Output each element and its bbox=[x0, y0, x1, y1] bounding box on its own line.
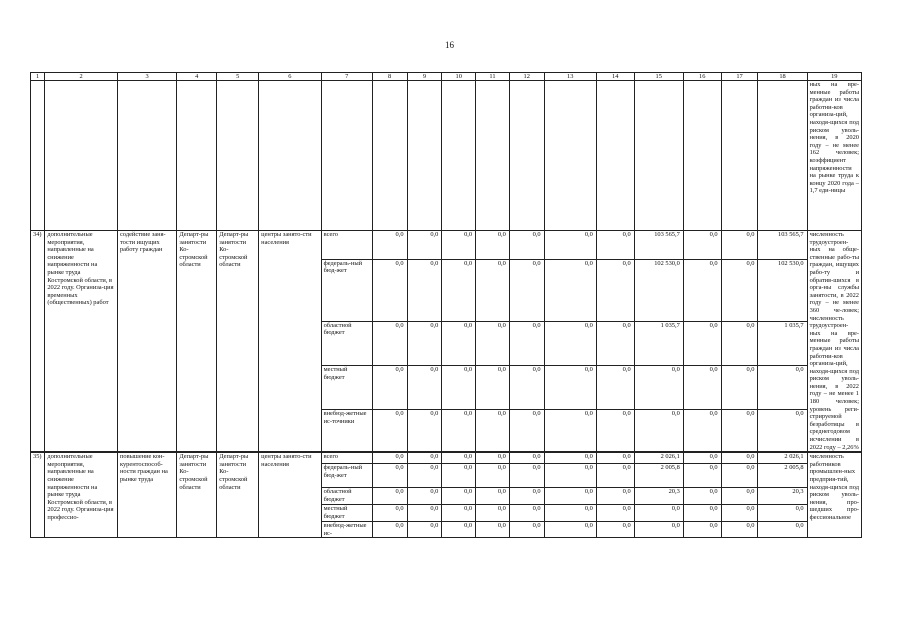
funding-source: федераль-ный бюд-жет bbox=[321, 259, 372, 321]
amount-cell: 0,0 bbox=[509, 321, 544, 365]
amount-cell: 0,0 bbox=[721, 453, 758, 464]
funding-source: местный бюджет bbox=[321, 505, 372, 522]
expected-result: численность работников промышлен-ных предприя-тий, находя-щихся под риском уволь-нения, про-шедших про-фессиональное bbox=[807, 453, 861, 538]
amount-cell: 0,0 bbox=[407, 366, 442, 410]
amount-cell: 0,0 bbox=[721, 505, 758, 522]
amount-cell: 0,0 bbox=[683, 410, 721, 452]
amount-cell: 0,0 bbox=[372, 453, 407, 464]
amount-cell: 0,0 bbox=[509, 522, 544, 538]
amount-cell: 0,0 bbox=[442, 464, 476, 488]
amount-cell: 0,0 bbox=[476, 366, 510, 410]
amount-cell: 0,0 bbox=[509, 488, 544, 505]
amount-cell: 102 530,0 bbox=[634, 259, 683, 321]
amount-cell: 0,0 bbox=[758, 366, 807, 410]
responsible-executor: Департ-ры занятости Ко-стромской области bbox=[177, 453, 217, 538]
header-cell: 16 bbox=[683, 73, 721, 81]
expected-result: численность трудоустроен-ных на обще-ственные рабо-ты граждан, ищущих рабо-ту и обратив-шихся в орга-ны службы занятости, в 2022 году – не менее 360 че-ловек; численность трудоустроен-ных на вре-менные работы граждан из числа работни-ков организа-ций, находя-щихся под риском уволь-нения, в 2022 году – не менее 1 180 человек; уровень реги-стрируемой безработицы в среднегодовом исчислении в 2022 году – 2,26% bbox=[807, 231, 861, 452]
amount-cell: 0,0 bbox=[509, 231, 544, 260]
amount-cell: 0,0 bbox=[476, 505, 510, 522]
amount-cell: 0,0 bbox=[442, 505, 476, 522]
funding-source: федераль-ный бюд-жет bbox=[321, 464, 372, 488]
event-goal: повышение кон-курентоспособ-ности граждан на рынке труда bbox=[117, 453, 176, 538]
amount-cell: 0,0 bbox=[683, 488, 721, 505]
participants: центры занято-сти населения bbox=[259, 453, 321, 538]
amount-cell: 2 005,8 bbox=[634, 464, 683, 488]
amount-cell: 0,0 bbox=[476, 231, 510, 260]
amount-cell: 0,0 bbox=[544, 410, 596, 452]
amount-cell: 0,0 bbox=[476, 259, 510, 321]
row-number: 35) bbox=[31, 453, 45, 538]
amount-cell: 0,0 bbox=[721, 231, 758, 260]
header-cell: 19 bbox=[807, 73, 861, 81]
header-cell: 15 bbox=[634, 73, 683, 81]
amount-cell: 0,0 bbox=[476, 321, 510, 365]
amount-cell: 0,0 bbox=[596, 522, 634, 538]
amount-cell: 0,0 bbox=[544, 453, 596, 464]
amount-cell: 0,0 bbox=[407, 488, 442, 505]
funding-source: всего bbox=[321, 231, 372, 260]
amount-cell: 0,0 bbox=[683, 321, 721, 365]
amount-cell: 0,0 bbox=[509, 464, 544, 488]
amount-cell: 0,0 bbox=[683, 259, 721, 321]
amount-cell: 0,0 bbox=[509, 453, 544, 464]
amount-cell: 0,0 bbox=[634, 522, 683, 538]
amount-cell: 0,0 bbox=[544, 366, 596, 410]
amount-cell: 0,0 bbox=[596, 410, 634, 452]
amount-cell: 103 565,7 bbox=[634, 231, 683, 260]
amount-cell: 0,0 bbox=[509, 259, 544, 321]
amount-cell: 0,0 bbox=[442, 488, 476, 505]
amount-cell: 0,0 bbox=[596, 259, 634, 321]
amount-cell: 0,0 bbox=[372, 522, 407, 538]
header-row bbox=[31, 73, 862, 81]
amount-cell: 0,0 bbox=[372, 464, 407, 488]
amount-cell: 0,0 bbox=[544, 259, 596, 321]
amount-cell: 0,0 bbox=[442, 321, 476, 365]
amount-cell: 0,0 bbox=[372, 259, 407, 321]
amount-cell: 0,0 bbox=[683, 231, 721, 260]
co-executor: Департ-ры занятости Ко-стромской области bbox=[217, 231, 259, 452]
amount-cell: 0,0 bbox=[721, 522, 758, 538]
amount-cell: 0,0 bbox=[509, 410, 544, 452]
amount-cell: 0,0 bbox=[372, 488, 407, 505]
amount-cell: 0,0 bbox=[634, 505, 683, 522]
amount-cell: 0,0 bbox=[407, 464, 442, 488]
header-cell: 13 bbox=[544, 73, 596, 81]
participants: центры занято-сти населения bbox=[259, 231, 321, 452]
amount-cell: 102 530,0 bbox=[758, 259, 807, 321]
amount-cell: 0,0 bbox=[544, 522, 596, 538]
amount-cell: 0,0 bbox=[407, 321, 442, 365]
amount-cell: 2 026,1 bbox=[634, 453, 683, 464]
event-name: дополнительные мероприятия, направленные на снижение напряженности на рынке труда Костромской области, в 2022 году. Организа-ция профессио- bbox=[45, 453, 118, 538]
amount-cell: 0,0 bbox=[596, 464, 634, 488]
amount-cell: 0,0 bbox=[372, 321, 407, 365]
amount-cell: 0,0 bbox=[683, 522, 721, 538]
amount-cell: 0,0 bbox=[372, 505, 407, 522]
header-cell: 5 bbox=[217, 73, 259, 81]
event-goal: содействие заня-тости ищущих работу граждан bbox=[117, 231, 176, 452]
amount-cell: 0,0 bbox=[596, 231, 634, 260]
amount-cell: 0,0 bbox=[509, 366, 544, 410]
funding-source: внебюд-жетные ис- bbox=[321, 522, 372, 538]
amount-cell: 0,0 bbox=[407, 410, 442, 452]
header-cell: 12 bbox=[509, 73, 544, 81]
amount-cell: 0,0 bbox=[544, 505, 596, 522]
header-cell: 18 bbox=[758, 73, 807, 81]
header-cell: 10 bbox=[442, 73, 476, 81]
amount-cell: 0,0 bbox=[407, 231, 442, 260]
amount-cell: 2 005,8 bbox=[758, 464, 807, 488]
amount-cell: 0,0 bbox=[372, 410, 407, 452]
header-cell: 9 bbox=[407, 73, 442, 81]
event-name: дополнительные мероприятия, направленные на снижение напряженности на рынке труда Костромской области, в 2022 году. Организа-ция временных (общественных) работ bbox=[45, 231, 118, 452]
amount-cell: 0,0 bbox=[683, 366, 721, 410]
continuation-text: ных на вре-менные работы граждан из числа работни-ков организа-ций, находя-щихся под риском уволь-нения, в 2020 году – не менее 162 человек; коэффициент напряженности на рынке труда к концу 2020 года – 1,7 еди-ницы bbox=[807, 81, 861, 231]
header-cell: 2 bbox=[45, 73, 118, 81]
amount-cell: 1 035,7 bbox=[634, 321, 683, 365]
amount-cell: 0,0 bbox=[596, 366, 634, 410]
header-cell: 4 bbox=[177, 73, 217, 81]
amount-cell: 0,0 bbox=[721, 259, 758, 321]
amount-cell: 0,0 bbox=[596, 453, 634, 464]
amount-cell: 0,0 bbox=[509, 505, 544, 522]
amount-cell: 0,0 bbox=[596, 505, 634, 522]
header-cell: 11 bbox=[476, 73, 510, 81]
amount-cell: 0,0 bbox=[758, 410, 807, 452]
funding-source: областной бюджет bbox=[321, 321, 372, 365]
amount-cell: 0,0 bbox=[721, 464, 758, 488]
table-row bbox=[31, 231, 862, 260]
header-cell: 7 bbox=[321, 73, 372, 81]
page-number: 16 bbox=[445, 40, 454, 50]
amount-cell: 0,0 bbox=[442, 453, 476, 464]
amount-cell: 0,0 bbox=[758, 505, 807, 522]
continuation-row bbox=[31, 81, 862, 231]
table-row bbox=[31, 453, 862, 464]
amount-cell: 0,0 bbox=[407, 505, 442, 522]
program-table bbox=[30, 72, 862, 538]
amount-cell: 0,0 bbox=[683, 505, 721, 522]
amount-cell: 0,0 bbox=[476, 488, 510, 505]
amount-cell: 0,0 bbox=[634, 410, 683, 452]
responsible-executor: Департ-ры занятости Ко-стромской области bbox=[177, 231, 217, 452]
funding-source: внебюд-жетные ис-точники bbox=[321, 410, 372, 452]
amount-cell: 0,0 bbox=[407, 453, 442, 464]
amount-cell: 0,0 bbox=[442, 410, 476, 452]
header-cell: 17 bbox=[721, 73, 758, 81]
amount-cell: 0,0 bbox=[683, 464, 721, 488]
amount-cell: 0,0 bbox=[721, 321, 758, 365]
amount-cell: 0,0 bbox=[476, 410, 510, 452]
amount-cell: 0,0 bbox=[544, 231, 596, 260]
amount-cell: 0,0 bbox=[544, 488, 596, 505]
header-cell: 6 bbox=[259, 73, 321, 81]
amount-cell: 1 035,7 bbox=[758, 321, 807, 365]
amount-cell: 0,0 bbox=[407, 259, 442, 321]
amount-cell: 0,0 bbox=[544, 464, 596, 488]
amount-cell: 0,0 bbox=[442, 231, 476, 260]
funding-source: областной бюджет bbox=[321, 488, 372, 505]
amount-cell: 0,0 bbox=[476, 453, 510, 464]
amount-cell: 0,0 bbox=[596, 488, 634, 505]
amount-cell: 0,0 bbox=[721, 366, 758, 410]
amount-cell: 0,0 bbox=[596, 321, 634, 365]
co-executor: Департ-ры занятости Ко-стромской области bbox=[217, 453, 259, 538]
amount-cell: 0,0 bbox=[372, 231, 407, 260]
funding-source: всего bbox=[321, 453, 372, 464]
header-cell: 3 bbox=[117, 73, 176, 81]
amount-cell: 103 565,7 bbox=[758, 231, 807, 260]
funding-source: местный бюджет bbox=[321, 366, 372, 410]
amount-cell: 2 026,1 bbox=[758, 453, 807, 464]
amount-cell: 0,0 bbox=[758, 522, 807, 538]
amount-cell: 0,0 bbox=[544, 321, 596, 365]
amount-cell: 0,0 bbox=[476, 522, 510, 538]
amount-cell: 20,3 bbox=[634, 488, 683, 505]
amount-cell: 20,3 bbox=[758, 488, 807, 505]
amount-cell: 0,0 bbox=[683, 453, 721, 464]
amount-cell: 0,0 bbox=[721, 488, 758, 505]
amount-cell: 0,0 bbox=[476, 464, 510, 488]
amount-cell: 0,0 bbox=[442, 522, 476, 538]
row-number: 34) bbox=[31, 231, 45, 452]
amount-cell: 0,0 bbox=[442, 366, 476, 410]
amount-cell: 0,0 bbox=[407, 522, 442, 538]
header-cell: 8 bbox=[372, 73, 407, 81]
amount-cell: 0,0 bbox=[721, 410, 758, 452]
header-cell: 14 bbox=[596, 73, 634, 81]
amount-cell: 0,0 bbox=[442, 259, 476, 321]
amount-cell: 0,0 bbox=[634, 366, 683, 410]
amount-cell: 0,0 bbox=[372, 366, 407, 410]
header-cell: 1 bbox=[31, 73, 45, 81]
